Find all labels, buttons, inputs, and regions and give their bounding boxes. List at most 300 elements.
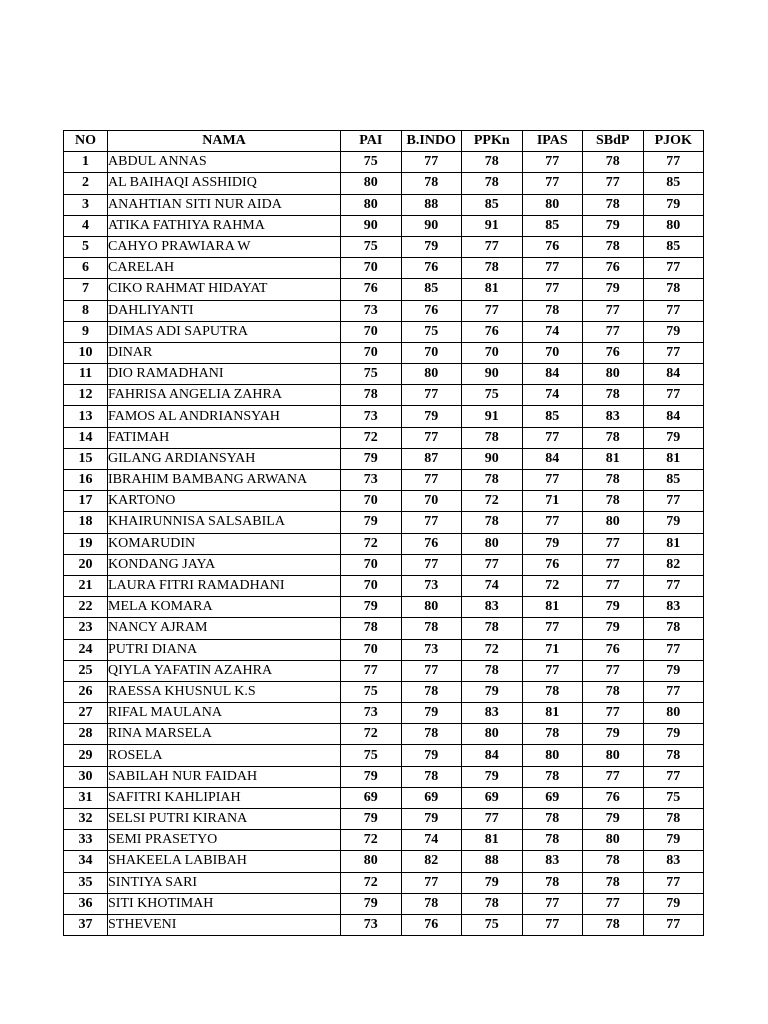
header-bindo: B.INDO <box>401 131 462 152</box>
score-cell: 75 <box>462 914 523 935</box>
score-cell: 80 <box>583 512 644 533</box>
score-cell: 78 <box>583 872 644 893</box>
score-cell: 78 <box>462 173 523 194</box>
score-cell: 76 <box>522 554 583 575</box>
score-cell: 79 <box>522 533 583 554</box>
student-name: GILANG ARDIANSYAH <box>108 448 341 469</box>
score-cell: 80 <box>583 830 644 851</box>
score-cell: 77 <box>583 893 644 914</box>
score-cell: 83 <box>462 597 523 618</box>
student-name: ABDUL ANNAS <box>108 152 341 173</box>
score-cell: 79 <box>401 236 462 257</box>
score-cell: 74 <box>522 385 583 406</box>
score-cell: 81 <box>522 597 583 618</box>
score-cell: 79 <box>341 597 402 618</box>
score-cell: 85 <box>643 236 704 257</box>
score-cell: 78 <box>583 236 644 257</box>
student-name: FATIMAH <box>108 427 341 448</box>
score-cell: 79 <box>401 703 462 724</box>
score-cell: 80 <box>341 194 402 215</box>
score-cell: 77 <box>643 639 704 660</box>
table-row <box>64 491 704 512</box>
row-number: 32 <box>64 809 108 830</box>
score-cell: 74 <box>401 830 462 851</box>
score-cell: 79 <box>341 448 402 469</box>
score-cell: 70 <box>341 491 402 512</box>
table-row <box>64 215 704 236</box>
score-cell: 74 <box>462 575 523 596</box>
score-cell: 76 <box>401 300 462 321</box>
score-cell: 78 <box>522 809 583 830</box>
score-cell: 77 <box>401 385 462 406</box>
score-cell: 77 <box>522 660 583 681</box>
table-row <box>64 618 704 639</box>
score-cell: 78 <box>583 914 644 935</box>
score-cell: 77 <box>583 575 644 596</box>
student-name: RINA MARSELA <box>108 724 341 745</box>
student-name: PUTRI DIANA <box>108 639 341 660</box>
score-cell: 80 <box>643 703 704 724</box>
score-cell: 78 <box>401 681 462 702</box>
student-name: RIFAL MAULANA <box>108 703 341 724</box>
student-name: STHEVENI <box>108 914 341 935</box>
student-name: ANAHTIAN SITI NUR AIDA <box>108 194 341 215</box>
score-cell: 76 <box>462 321 523 342</box>
score-cell: 70 <box>341 575 402 596</box>
score-cell: 77 <box>522 512 583 533</box>
score-cell: 79 <box>643 512 704 533</box>
header-row <box>64 131 704 152</box>
row-number: 16 <box>64 470 108 491</box>
student-name: CARELAH <box>108 258 341 279</box>
score-cell: 77 <box>643 258 704 279</box>
score-cell: 69 <box>462 787 523 808</box>
score-cell: 78 <box>583 491 644 512</box>
score-cell: 76 <box>401 533 462 554</box>
score-cell: 70 <box>401 491 462 512</box>
score-cell: 77 <box>522 279 583 300</box>
score-cell: 80 <box>401 364 462 385</box>
score-cell: 78 <box>462 152 523 173</box>
score-cell: 78 <box>583 681 644 702</box>
row-number: 20 <box>64 554 108 575</box>
table-row <box>64 809 704 830</box>
table-row <box>64 639 704 660</box>
score-cell: 78 <box>462 470 523 491</box>
score-cell: 79 <box>583 809 644 830</box>
score-cell: 81 <box>583 448 644 469</box>
score-cell: 77 <box>462 236 523 257</box>
student-name: SAFITRI KAHLIPIAH <box>108 787 341 808</box>
score-cell: 79 <box>462 872 523 893</box>
row-number: 35 <box>64 872 108 893</box>
score-cell: 78 <box>401 893 462 914</box>
score-cell: 74 <box>522 321 583 342</box>
row-number: 23 <box>64 618 108 639</box>
score-cell: 78 <box>401 618 462 639</box>
score-cell: 77 <box>643 681 704 702</box>
table-row <box>64 872 704 893</box>
table-body <box>64 152 704 936</box>
table-row <box>64 703 704 724</box>
student-name: RAESSA KHUSNUL K.S <box>108 681 341 702</box>
score-cell: 87 <box>401 448 462 469</box>
student-name: SINTIYA SARI <box>108 872 341 893</box>
score-cell: 80 <box>583 364 644 385</box>
student-name: MELA KOMARA <box>108 597 341 618</box>
score-cell: 78 <box>401 724 462 745</box>
score-cell: 78 <box>522 724 583 745</box>
score-cell: 77 <box>401 427 462 448</box>
score-cell: 85 <box>643 470 704 491</box>
score-cell: 72 <box>462 491 523 512</box>
row-number: 19 <box>64 533 108 554</box>
score-cell: 75 <box>341 236 402 257</box>
row-number: 8 <box>64 300 108 321</box>
score-cell: 85 <box>643 173 704 194</box>
score-cell: 77 <box>583 533 644 554</box>
table-row <box>64 321 704 342</box>
score-cell: 77 <box>643 914 704 935</box>
score-cell: 73 <box>341 470 402 491</box>
score-cell: 77 <box>522 893 583 914</box>
score-cell: 78 <box>341 618 402 639</box>
score-cell: 70 <box>401 342 462 363</box>
score-cell: 79 <box>583 597 644 618</box>
score-cell: 77 <box>583 660 644 681</box>
score-cell: 73 <box>341 300 402 321</box>
score-cell: 78 <box>583 427 644 448</box>
table-row <box>64 300 704 321</box>
row-number: 33 <box>64 830 108 851</box>
score-cell: 76 <box>583 342 644 363</box>
row-number: 24 <box>64 639 108 660</box>
header-nama: NAMA <box>108 131 341 152</box>
score-cell: 78 <box>522 681 583 702</box>
score-cell: 91 <box>462 406 523 427</box>
score-cell: 80 <box>401 597 462 618</box>
score-cell: 77 <box>522 152 583 173</box>
score-cell: 78 <box>522 766 583 787</box>
row-number: 26 <box>64 681 108 702</box>
score-cell: 79 <box>462 681 523 702</box>
row-number: 9 <box>64 321 108 342</box>
score-cell: 84 <box>462 745 523 766</box>
score-cell: 71 <box>522 639 583 660</box>
score-cell: 83 <box>462 703 523 724</box>
header-ipas: IPAS <box>522 131 583 152</box>
score-cell: 77 <box>462 554 523 575</box>
student-name: FAHRISA ANGELIA ZAHRA <box>108 385 341 406</box>
score-cell: 76 <box>401 914 462 935</box>
score-cell: 77 <box>643 385 704 406</box>
table-row <box>64 364 704 385</box>
score-cell: 76 <box>583 258 644 279</box>
score-cell: 82 <box>401 851 462 872</box>
score-cell: 77 <box>583 703 644 724</box>
student-name: LAURA FITRI RAMADHANI <box>108 575 341 596</box>
score-cell: 78 <box>583 851 644 872</box>
score-cell: 69 <box>341 787 402 808</box>
row-number: 27 <box>64 703 108 724</box>
score-cell: 78 <box>583 385 644 406</box>
table-row <box>64 597 704 618</box>
score-cell: 81 <box>643 448 704 469</box>
student-name: DIO RAMADHANI <box>108 364 341 385</box>
score-cell: 70 <box>341 342 402 363</box>
score-cell: 81 <box>522 703 583 724</box>
header-sbdp: SBdP <box>583 131 644 152</box>
score-cell: 78 <box>643 279 704 300</box>
score-cell: 84 <box>643 364 704 385</box>
score-cell: 72 <box>341 724 402 745</box>
score-cell: 77 <box>583 554 644 575</box>
student-name: FAMOS AL ANDRIANSYAH <box>108 406 341 427</box>
score-cell: 77 <box>643 575 704 596</box>
score-cell: 80 <box>341 173 402 194</box>
score-cell: 77 <box>583 766 644 787</box>
score-cell: 77 <box>583 300 644 321</box>
score-cell: 80 <box>643 215 704 236</box>
student-name: AL BAIHAQI ASSHIDIQ <box>108 173 341 194</box>
score-cell: 80 <box>522 745 583 766</box>
score-cell: 78 <box>462 258 523 279</box>
student-name: DAHLIYANTI <box>108 300 341 321</box>
score-cell: 77 <box>643 342 704 363</box>
student-name: SELSI PUTRI KIRANA <box>108 809 341 830</box>
table-row <box>64 787 704 808</box>
score-cell: 76 <box>522 236 583 257</box>
score-cell: 73 <box>341 914 402 935</box>
table-row <box>64 342 704 363</box>
score-cell: 77 <box>522 470 583 491</box>
score-cell: 73 <box>401 639 462 660</box>
table-row <box>64 427 704 448</box>
table-row <box>64 512 704 533</box>
score-cell: 78 <box>583 470 644 491</box>
student-name: CAHYO PRAWIARA W <box>108 236 341 257</box>
table-row <box>64 575 704 596</box>
score-cell: 78 <box>583 194 644 215</box>
score-cell: 79 <box>401 406 462 427</box>
student-name: KOMARUDIN <box>108 533 341 554</box>
score-cell: 75 <box>643 787 704 808</box>
row-number: 1 <box>64 152 108 173</box>
row-number: 18 <box>64 512 108 533</box>
row-number: 28 <box>64 724 108 745</box>
score-cell: 78 <box>462 427 523 448</box>
student-name: ATIKA FATHIYA RAHMA <box>108 215 341 236</box>
score-cell: 72 <box>341 533 402 554</box>
score-cell: 90 <box>341 215 402 236</box>
score-cell: 77 <box>643 152 704 173</box>
student-name: SHAKEELA LABIBAH <box>108 851 341 872</box>
score-cell: 78 <box>462 618 523 639</box>
score-cell: 75 <box>401 321 462 342</box>
score-cell: 84 <box>522 364 583 385</box>
score-cell: 73 <box>341 703 402 724</box>
score-cell: 71 <box>522 491 583 512</box>
table-row <box>64 745 704 766</box>
score-cell: 76 <box>583 639 644 660</box>
score-cell: 79 <box>583 618 644 639</box>
row-number: 25 <box>64 660 108 681</box>
table-row <box>64 660 704 681</box>
score-cell: 69 <box>401 787 462 808</box>
row-number: 37 <box>64 914 108 935</box>
score-cell: 70 <box>341 554 402 575</box>
score-cell: 77 <box>401 872 462 893</box>
score-cell: 79 <box>643 194 704 215</box>
score-cell: 80 <box>462 724 523 745</box>
score-cell: 79 <box>643 321 704 342</box>
row-number: 31 <box>64 787 108 808</box>
table-row <box>64 173 704 194</box>
score-cell: 79 <box>643 830 704 851</box>
score-cell: 80 <box>522 194 583 215</box>
score-cell: 77 <box>401 512 462 533</box>
student-name: KONDANG JAYA <box>108 554 341 575</box>
table-row <box>64 448 704 469</box>
grades-table <box>63 130 704 936</box>
table-row <box>64 236 704 257</box>
student-name: DIMAS ADI SAPUTRA <box>108 321 341 342</box>
table-row <box>64 470 704 491</box>
score-cell: 77 <box>643 491 704 512</box>
score-cell: 70 <box>462 342 523 363</box>
row-number: 21 <box>64 575 108 596</box>
score-cell: 70 <box>341 639 402 660</box>
score-cell: 77 <box>462 809 523 830</box>
score-cell: 79 <box>643 724 704 745</box>
score-cell: 90 <box>462 364 523 385</box>
table-row <box>64 830 704 851</box>
score-cell: 77 <box>643 872 704 893</box>
score-cell: 79 <box>341 512 402 533</box>
score-cell: 83 <box>583 406 644 427</box>
score-cell: 75 <box>462 385 523 406</box>
score-cell: 85 <box>522 215 583 236</box>
student-name: SITI KHOTIMAH <box>108 893 341 914</box>
score-cell: 70 <box>522 342 583 363</box>
row-number: 2 <box>64 173 108 194</box>
score-cell: 81 <box>462 279 523 300</box>
table-row <box>64 893 704 914</box>
row-number: 7 <box>64 279 108 300</box>
score-cell: 73 <box>401 575 462 596</box>
score-cell: 72 <box>341 872 402 893</box>
student-name: IBRAHIM BAMBANG ARWANA <box>108 470 341 491</box>
score-cell: 77 <box>522 618 583 639</box>
row-number: 22 <box>64 597 108 618</box>
score-cell: 75 <box>341 152 402 173</box>
score-cell: 77 <box>643 300 704 321</box>
row-number: 14 <box>64 427 108 448</box>
table-row <box>64 279 704 300</box>
score-cell: 88 <box>462 851 523 872</box>
header-pjok: PJOK <box>643 131 704 152</box>
score-cell: 80 <box>462 533 523 554</box>
score-cell: 80 <box>583 745 644 766</box>
score-cell: 77 <box>522 173 583 194</box>
score-cell: 79 <box>462 766 523 787</box>
score-cell: 84 <box>522 448 583 469</box>
score-cell: 73 <box>341 406 402 427</box>
row-number: 5 <box>64 236 108 257</box>
student-name: KHAIRUNNISA SALSABILA <box>108 512 341 533</box>
student-name: DINAR <box>108 342 341 363</box>
score-cell: 70 <box>341 258 402 279</box>
score-cell: 77 <box>522 258 583 279</box>
student-name: QIYLA YAFATIN AZAHRA <box>108 660 341 681</box>
student-name: CIKO RAHMAT HIDAYAT <box>108 279 341 300</box>
row-number: 29 <box>64 745 108 766</box>
table-row <box>64 724 704 745</box>
score-cell: 75 <box>341 681 402 702</box>
table-row <box>64 406 704 427</box>
score-cell: 78 <box>462 893 523 914</box>
score-cell: 85 <box>462 194 523 215</box>
table-row <box>64 258 704 279</box>
header-no: NO <box>64 131 108 152</box>
table-row <box>64 194 704 215</box>
row-number: 4 <box>64 215 108 236</box>
student-name: ROSELA <box>108 745 341 766</box>
score-cell: 84 <box>643 406 704 427</box>
score-cell: 78 <box>643 745 704 766</box>
table-row <box>64 914 704 935</box>
row-number: 36 <box>64 893 108 914</box>
score-cell: 90 <box>401 215 462 236</box>
score-cell: 77 <box>341 660 402 681</box>
score-cell: 83 <box>522 851 583 872</box>
student-name: KARTONO <box>108 491 341 512</box>
row-number: 30 <box>64 766 108 787</box>
score-cell: 72 <box>462 639 523 660</box>
score-cell: 78 <box>583 152 644 173</box>
score-cell: 79 <box>401 745 462 766</box>
score-cell: 85 <box>522 406 583 427</box>
student-name: SABILAH NUR FAIDAH <box>108 766 341 787</box>
score-cell: 78 <box>643 809 704 830</box>
score-cell: 79 <box>341 809 402 830</box>
score-cell: 76 <box>583 787 644 808</box>
score-cell: 85 <box>401 279 462 300</box>
score-cell: 76 <box>401 258 462 279</box>
row-number: 17 <box>64 491 108 512</box>
score-cell: 78 <box>401 766 462 787</box>
score-cell: 72 <box>341 830 402 851</box>
row-number: 6 <box>64 258 108 279</box>
score-cell: 72 <box>522 575 583 596</box>
table-row <box>64 681 704 702</box>
score-cell: 79 <box>643 893 704 914</box>
score-cell: 82 <box>643 554 704 575</box>
score-cell: 77 <box>522 914 583 935</box>
score-cell: 79 <box>583 215 644 236</box>
student-name: NANCY AJRAM <box>108 618 341 639</box>
row-number: 34 <box>64 851 108 872</box>
score-cell: 79 <box>643 427 704 448</box>
score-cell: 77 <box>583 173 644 194</box>
score-cell: 81 <box>643 533 704 554</box>
score-cell: 79 <box>583 279 644 300</box>
score-cell: 79 <box>341 766 402 787</box>
score-cell: 77 <box>401 470 462 491</box>
score-cell: 78 <box>462 512 523 533</box>
score-cell: 79 <box>401 809 462 830</box>
table-row <box>64 851 704 872</box>
